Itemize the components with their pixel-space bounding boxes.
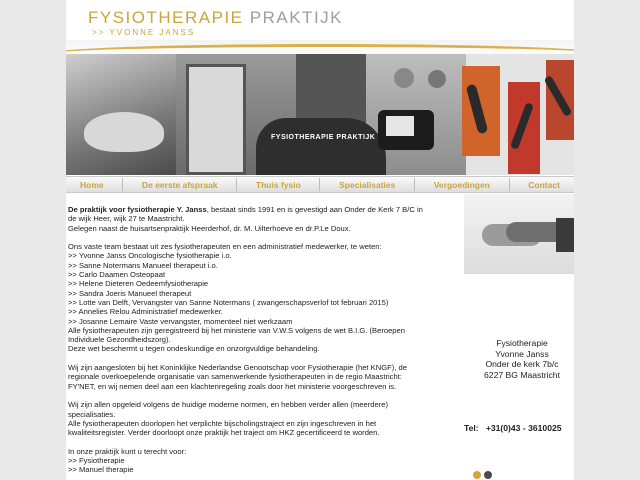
team-member: >> Josanne Lemaire Vaste vervangster, momenteel niet werkzaam bbox=[68, 316, 293, 326]
foot-shape bbox=[84, 112, 164, 152]
services-paragraph bbox=[68, 447, 438, 475]
phone bbox=[464, 423, 562, 433]
education-line: Wij zijn allen opgeleid volgens de huidige moderne normen, en hebben verder allen (meerdere) bbox=[68, 400, 388, 410]
nav-separator bbox=[236, 178, 237, 191]
team-intro: Ons vaste team bestaat uit zes fysiotherapeuten en een administratief medewerker, te weten: bbox=[68, 242, 382, 252]
phone-number[interactable]: +31(0)43 - 3610025 bbox=[485, 423, 562, 433]
nav-home-physio[interactable]: Thuis fysio bbox=[255, 179, 301, 190]
person-shape bbox=[394, 68, 414, 88]
site-logo[interactable] bbox=[88, 8, 343, 28]
kngf-line: regionale overkoepelende organisatie van samenwerkende fysiotherapeuten in de regio Maastricht: bbox=[68, 372, 402, 382]
team-member: >> Sanne Notermans Manueel therapeut i.o. bbox=[68, 260, 218, 270]
education-line: specialisaties. bbox=[68, 409, 116, 419]
address-line: Onder de kerk 7b/c bbox=[485, 359, 559, 369]
sidebar bbox=[464, 194, 574, 480]
sleeve-shape bbox=[556, 218, 574, 252]
team-paragraph bbox=[68, 242, 438, 354]
service-item: >> Manuel therapie bbox=[68, 465, 134, 475]
main-nav bbox=[66, 176, 574, 193]
slide-dots bbox=[473, 471, 492, 479]
nav-first-appointment[interactable]: De eerste afspraak bbox=[141, 179, 218, 190]
logo-title-light: PRAKTIJK bbox=[249, 8, 344, 27]
kngf-line: Wij zijn aangesloten bij het Koninklijke Nederlandse Genootschap voor Fysiotherapie (het KNGF), de bbox=[68, 363, 407, 373]
page bbox=[66, 0, 574, 480]
dot-icon[interactable] bbox=[473, 471, 481, 479]
service-item: >> Fysiotherapie bbox=[68, 456, 125, 466]
team-member: >> Yvonne Janss Oncologische fysiotherapie i.o. bbox=[68, 251, 232, 261]
kngf-paragraph bbox=[68, 363, 438, 391]
car-text: FYSIOTHERAPIE PRAKTIJK bbox=[271, 134, 376, 141]
logo-subtitle: >> YVONNE JANSS bbox=[92, 28, 196, 37]
kngf-line: FY'NET, en wij nemen deel aan een klachtenregeling zoals door het ministerie voorgeschreven is. bbox=[68, 381, 397, 391]
nav-separator bbox=[122, 178, 123, 191]
intro-paragraph bbox=[68, 205, 438, 233]
intro-line: de wijk Heer, wijk 27 te Maastricht. bbox=[68, 214, 185, 224]
team-member: >> Annelies Relou Administratief medewerker. bbox=[68, 307, 223, 317]
handshake-photo bbox=[464, 194, 574, 274]
machine-screen bbox=[386, 116, 414, 136]
nav-specializations[interactable]: Specialisaties bbox=[339, 179, 396, 190]
photo-banner bbox=[66, 54, 574, 175]
nav-contact[interactable]: Contact bbox=[528, 179, 560, 190]
team-member: >> Lotte van Delft, Vervangster van Sanne Notermans ( zwangerschapsverlof tot februari 2015) bbox=[68, 297, 389, 307]
logo-title-main: FYSIOTHERAPIE bbox=[88, 8, 244, 27]
nav-reimbursements[interactable]: Vergoedingen bbox=[433, 179, 490, 190]
nav-home[interactable]: Home bbox=[80, 179, 104, 190]
nav-separator bbox=[509, 178, 510, 191]
main-content bbox=[68, 205, 438, 480]
education-line: Alle fysiotherapeuten doorlopen het verplichte bijscholingstraject en zijn ingeschreven in het bbox=[68, 418, 377, 428]
big-line: Deze wet beschermt u tegen ondeskundige en onzorgvuldige behandeling. bbox=[68, 344, 320, 354]
team-member: >> Sandra Joeris Manueel therapeut bbox=[68, 288, 192, 298]
intro-line: Gelegen naast de huisartsenpraktijk Heerderhof, dr. M. Uilterhoeve en dr.P.Le Doux. bbox=[68, 223, 351, 233]
team-member: >> Carlo Daamen Osteopaat bbox=[68, 270, 166, 280]
address-line: Yvonne Janss bbox=[495, 348, 549, 359]
intro-bold: De praktijk voor fysiotherapie Y. Janss bbox=[68, 205, 207, 214]
person-shape bbox=[428, 70, 446, 88]
address-line: Fysiotherapie bbox=[496, 338, 548, 348]
door-shape bbox=[186, 64, 246, 175]
big-line: Individuele Gezondheidszorg). bbox=[68, 335, 171, 345]
dot-icon[interactable] bbox=[484, 471, 492, 479]
contact-address bbox=[472, 338, 572, 380]
banner-car bbox=[256, 118, 386, 175]
services-intro: In onze praktijk kunt u terecht voor: bbox=[68, 446, 187, 456]
phone-label: Tel: bbox=[464, 423, 479, 433]
address-line: 6227 BG Maastricht bbox=[484, 369, 560, 380]
education-line: kwaliteitsregister. Verder doorloopt onze praktijk het traject om HKZ gecertificeerd te worden. bbox=[68, 428, 380, 438]
intro-rest: , bestaat sinds 1991 en is gevestigd aan Onder de Kerk 7 B/C in bbox=[206, 205, 423, 214]
nav-separator bbox=[319, 178, 320, 191]
intro-line bbox=[68, 205, 438, 214]
header bbox=[66, 0, 574, 56]
nav-separator bbox=[414, 178, 415, 191]
education-paragraph bbox=[68, 400, 438, 437]
big-line: Alle fysiotherapeuten zijn geregistreerd bij het ministerie van V.W.S volgens de wet B.I.G. (Beroepen bbox=[68, 325, 405, 335]
team-member: >> Helene Dieteren Oedeemfysiotherapie bbox=[68, 279, 209, 289]
